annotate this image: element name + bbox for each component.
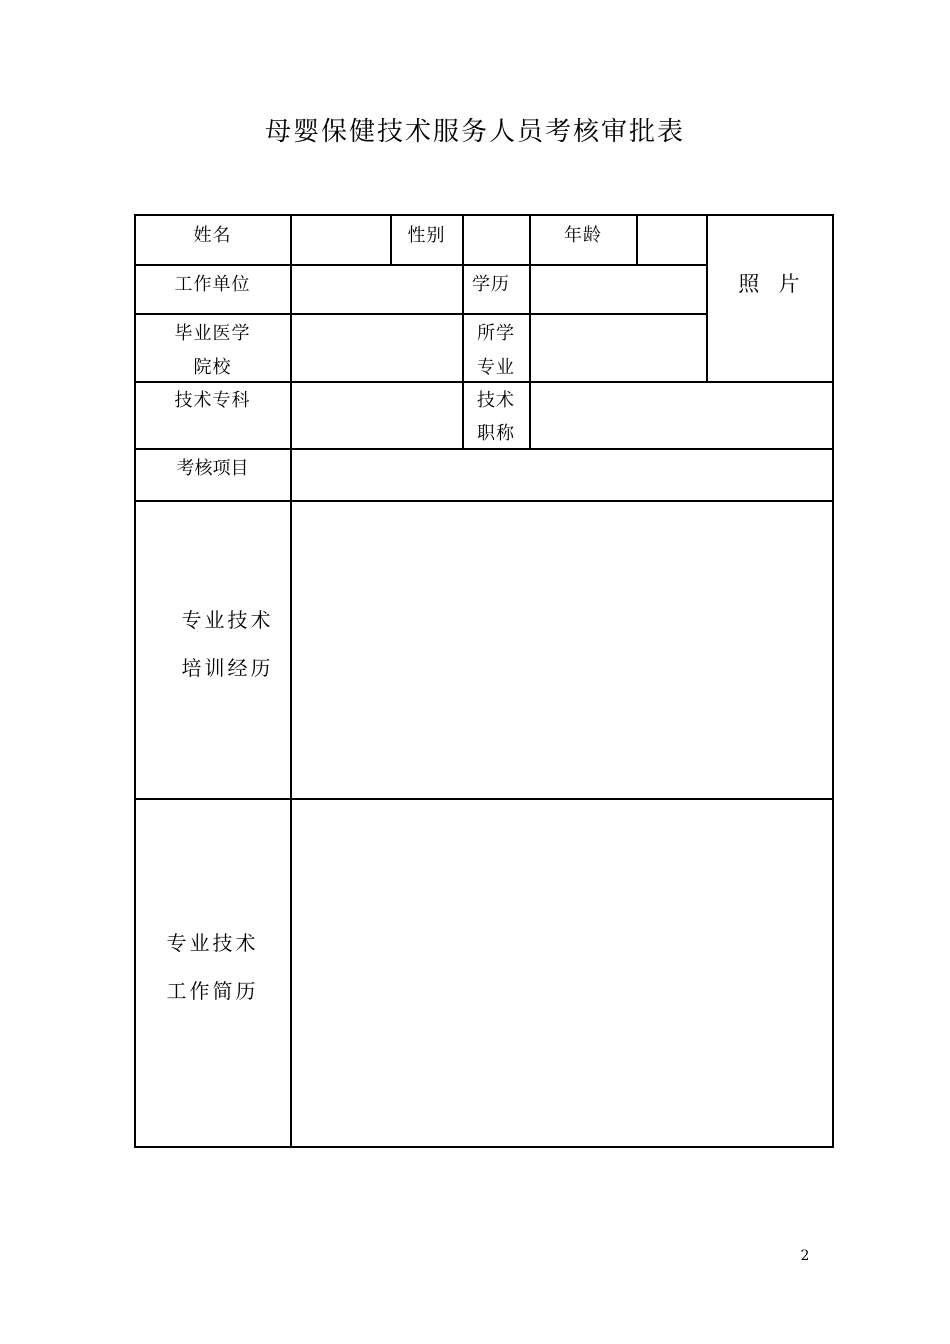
work-history-label-line2: 工作简历 (166, 979, 259, 1003)
page-title: 母婴保健技术服务人员考核审批表 (264, 117, 685, 147)
education-label: 学历 (472, 274, 510, 295)
name-label: 姓名 (193, 225, 232, 246)
age-field[interactable] (638, 216, 706, 264)
training-label-line1: 专业技术 (181, 608, 274, 632)
training-history-field[interactable] (292, 502, 832, 798)
work-history-field[interactable] (292, 800, 832, 1146)
table-border-right (832, 214, 834, 1147)
school-label-line2: 院校 (193, 357, 232, 378)
work-unit-field[interactable] (292, 266, 462, 313)
school-field[interactable] (292, 315, 462, 381)
age-label: 年龄 (564, 225, 602, 246)
work-unit-label: 工作单位 (174, 274, 251, 295)
school-label-line1: 毕业医学 (174, 323, 251, 344)
gender-label: 性别 (407, 225, 446, 246)
exam-items-label: 考核项目 (176, 458, 249, 479)
major-field[interactable] (531, 315, 706, 381)
gender-field[interactable] (464, 216, 529, 264)
major-label-line2: 专业 (477, 357, 515, 378)
page-number: 2 (800, 1248, 810, 1264)
title-field[interactable] (531, 383, 832, 448)
specialty-label: 技术专科 (174, 390, 251, 411)
photo-field[interactable] (709, 216, 832, 381)
specialty-field[interactable] (292, 383, 462, 448)
photo-label: 照 片 (738, 272, 802, 296)
title-label-line2: 职称 (477, 423, 515, 444)
table-border-bottom (134, 1146, 834, 1148)
education-field[interactable] (531, 266, 706, 313)
title-label-line1: 技术 (477, 390, 515, 411)
work-history-label-line1: 专业技术 (166, 931, 259, 955)
major-label-line1: 所学 (477, 323, 515, 344)
name-field[interactable] (292, 216, 390, 264)
training-label-line2: 培训经历 (181, 656, 274, 680)
exam-items-field[interactable] (292, 450, 832, 500)
